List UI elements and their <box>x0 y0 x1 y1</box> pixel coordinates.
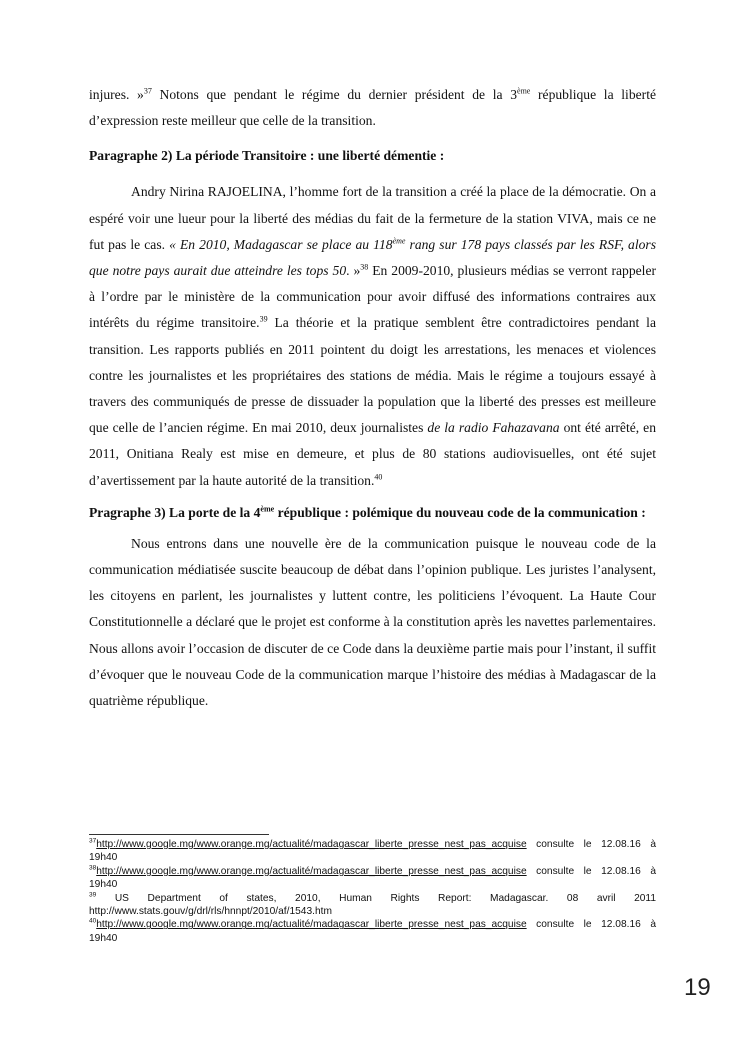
footnote-39: $^{39}$ US Department of states, 2010, Human Rights Report: Madagascar. 08 avril 2011 http://www.stats.gouv/g/drl/rls/hnnpt/2010/af/1543.htm <box>89 891 656 918</box>
footnote-link[interactable]: http://www.google.mg/www.orange.mg/actualité/madagascar_liberte_presse_nest_pas_acquise <box>96 865 527 877</box>
footnote-ref-40[interactable]: 40 <box>374 472 383 482</box>
footnote-ref-39[interactable]: 39 <box>259 314 268 324</box>
footnote-37: $^{37}$http://www.google.mg/www.orange.mg/actualité/madagascar_liberte_presse_nest_pas_acquise consulte le 12.08.16 à 19h40 <box>89 837 656 864</box>
footnote-link[interactable]: http://www.stats.gouv/g/drl/rls/hnnpt/2010/af/1543.htm <box>89 906 332 918</box>
page-number: 19 <box>684 974 711 1001</box>
footnote-divider <box>89 834 269 835</box>
page-body <box>89 82 656 714</box>
paragraph-continuation: injures. »$^{37}$ Notons que pendant le régime du dernier président de la 3ème république la liberté d’expression reste meilleur que celle de la transition. <box>89 86 657 129</box>
paragraph-code-communication: Nous entrons dans une nouvelle ère de la communication puisque le nouveau code de la communication médiatisée suscite beaucoup de débat dans l’opinion publique. Les juristes l’analysent, les citoyens en parlent, les journalistes y luttent contre, les politiciens l’évoquent. La Haute Cour Constitutionnelle a déclaré que le projet est conforme à la constitution après les navettes parlementaires. Nous allons avoir l’occasion de discuter de ce Code dans la deuxième partie mais pour l’instant, il suffit d’évoquer que le nouveau Code de la communication marque l’histoire des médias à Madagascar de la quatrième république. <box>89 535 656 709</box>
footnote-link[interactable]: http://www.google.mg/www.orange.mg/actualité/madagascar_liberte_presse_nest_pas_acquise <box>96 839 527 850</box>
footnote-40: $^{40}$http://www.google.mg/www.orange.mg/actualité/madagascar_liberte_presse_nest_pas_acquise consulte le 12.08.16 à 19h40 <box>89 918 656 944</box>
heading-paragraphe-2: Paragraphe 2) La période Transitoire : une liberté démentie : <box>89 148 445 164</box>
footnotes <box>89 838 656 945</box>
footnote-ref-37[interactable]: 37 <box>143 86 152 96</box>
heading-paragraphe-3: Pragraphe 3) La porte de la 4ème république : polémique du nouveau code de la communication : <box>89 504 646 520</box>
footnote-38: $^{38}$http://www.google.mg/www.orange.mg/actualité/madagascar_liberte_presse_nest_pas_acquise consulte le 12.08.16 à 19h40 <box>89 864 656 891</box>
footnote-link[interactable]: http://www.google.mg/www.orange.mg/actualité/madagascar_liberte_presse_nest_pas_acquise <box>96 919 527 931</box>
paragraph-transition: Andry Nirina RAJOELINA, l’homme fort de la transition a créé la place de la démocratie. On a espéré voir une lueur pour la liberté des médias du fait de la fermeture de la station VIVA, mais ce ne fut pas le cas. « En 2010, Madagascar se place au 118ème rang sur 178 pays classés par les RSF, alors que notre pays aurait due atteindre les tops 50. »$^{38}$ En 2009-2010, plusieurs médias se verront rappeler à l’ordre par le ministère de la communication pour avoir diffusé des informations contraires aux intérêts du régime transitoire.$^{39}$ La théorie et la pratique semblent être contradictoires pendant la transition. Les rapports publiés en 2011 pointent du doigt les arrestations, les menaces et violences contre les journalistes et les propriétaires des stations de média. Mais le régime a toujours essayé à travers des communiqués de presse de dissuader la population que la liberté des presses est meilleure que celle de l’ancien régime. En mai 2010, deux journalistes de la radio Fahazavana ont été arrêté, en 2011, Onitiana Realy est mise en demeure, et plus de 80 stations audiovisuelles, ont été sujet d’avertissement par la haute autorité de la transition.$^{40}$ <box>89 184 657 488</box>
footnote-ref-38[interactable]: 38 <box>360 262 369 272</box>
